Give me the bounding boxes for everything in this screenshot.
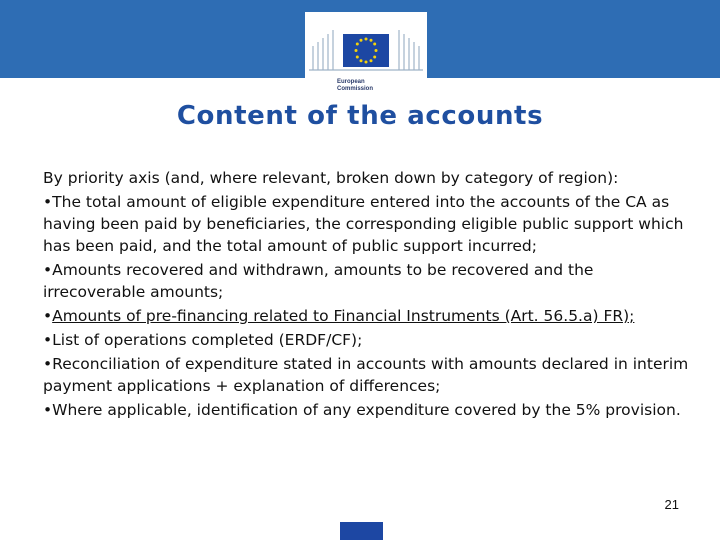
logo-caption xyxy=(337,79,373,93)
bullet-text: Reconciliation of expenditure stated in accounts with amounts declared in interim payment applications + explanation of differences; xyxy=(43,355,689,395)
bullet-text: The total amount of eligible expenditure entered into the accounts of the CA as having been paid by beneficiaries, the corresponding eligible public support which has been paid, and the total amount of public support incurred; xyxy=(43,193,684,255)
slide-title: Content of the accounts xyxy=(176,101,544,131)
berlaymont-building-icon xyxy=(305,12,427,78)
bullet-text-link[interactable]: Amounts of pre-financing related to Financial Instruments (Art. 56.5.a) FR); xyxy=(52,307,635,325)
bullet-marker: • xyxy=(43,355,53,373)
bullet-marker: • xyxy=(43,331,53,349)
bullet-item xyxy=(43,305,698,327)
bullet-item xyxy=(43,329,698,351)
bullet-marker: • xyxy=(43,401,53,419)
footer-bar xyxy=(340,522,383,540)
bullet-marker: • xyxy=(43,193,53,211)
bullet-marker: • xyxy=(43,307,53,325)
bullet-item xyxy=(43,191,698,257)
bullet-item xyxy=(43,399,698,421)
bullet-text: Amounts recovered and withdrawn, amounts to be recovered and the irrecoverable amounts; xyxy=(43,261,594,301)
bullet-marker: • xyxy=(43,261,53,279)
bullet-item xyxy=(43,259,698,303)
page-number: 21 xyxy=(664,497,679,512)
slide-body xyxy=(43,167,698,421)
logo-line-2: Commission xyxy=(337,86,374,92)
bullet-text: Where applicable, identification of any expenditure covered by the 5% provision. xyxy=(52,401,681,419)
logo-line-1: European xyxy=(337,79,365,85)
european-commission-logo xyxy=(305,12,427,98)
bullet-item xyxy=(43,353,698,397)
bullet-text: List of operations completed (ERDF/CF); xyxy=(52,331,363,349)
intro-text: By priority axis (and, where relevant, broken down by category of region): xyxy=(43,169,619,187)
